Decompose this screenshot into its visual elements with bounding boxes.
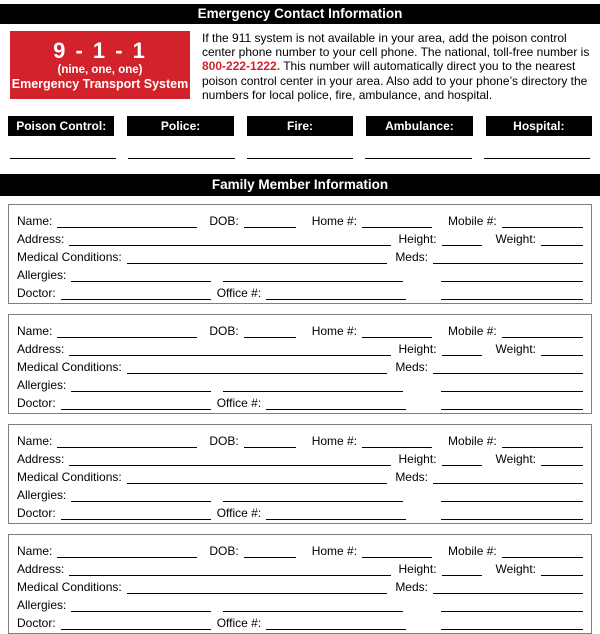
family-member-card: [8, 314, 592, 414]
member-row-name: [17, 210, 583, 228]
emergency-info-section: [10, 31, 590, 102]
intro-text-after: This number will automatically direct you to the nearest poison control center in your area. Also add to your phone’s directory the numbers for local police, fire, ambulance, and hospital.: [202, 59, 588, 102]
allergies-label: Allergies:: [17, 268, 67, 283]
office-phone-blank: [266, 508, 406, 520]
member-row-address: [17, 228, 583, 246]
home-phone-blank: [362, 326, 432, 338]
name-label: Name:: [17, 214, 53, 229]
poison-control-phone-number: 800-222-1222.: [202, 59, 281, 74]
meds-blank-2: [441, 600, 583, 612]
meds-blank-2: [441, 270, 583, 282]
weight-label: Weight:: [495, 452, 536, 467]
member-row-medical: [17, 576, 583, 594]
member-row-allergies: [17, 594, 583, 612]
member-row-medical: [17, 356, 583, 374]
family-member-card: [8, 424, 592, 524]
fire-label: Fire:: [247, 116, 353, 136]
mobile-phone-blank: [502, 326, 583, 338]
medical-conditions-label: Medical Conditions:: [17, 580, 122, 595]
family-members-list: [0, 204, 600, 634]
member-row-address: [17, 558, 583, 576]
weight-label: Weight:: [495, 232, 536, 247]
hospital-label: Hospital:: [486, 116, 592, 136]
nine-one-one-subtitle: (nine, one, one): [57, 64, 143, 76]
mobile-phone-blank: [502, 216, 583, 228]
office-phone-blank: [266, 288, 406, 300]
doctor-label: Doctor:: [17, 506, 56, 521]
home-phone-blank: [362, 216, 432, 228]
mobile-phone-label: Mobile #:: [448, 324, 497, 339]
mobile-phone-blank: [502, 436, 583, 448]
dob-label: DOB:: [209, 544, 239, 559]
meds-blank-2: [441, 490, 583, 502]
allergies-blank-2: [223, 270, 403, 282]
member-row-address: [17, 448, 583, 466]
address-blank: [69, 234, 390, 246]
address-label: Address:: [17, 232, 65, 247]
name-label: Name:: [17, 544, 53, 559]
home-phone-blank: [362, 546, 432, 558]
weight-blank: [541, 564, 583, 576]
police-blank: [128, 157, 234, 159]
office-phone-label: Office #:: [216, 286, 262, 301]
address-blank: [69, 564, 390, 576]
medical-conditions-label: Medical Conditions:: [17, 470, 122, 485]
emergency-contact-blanks-row: [10, 157, 590, 159]
name-blank: [57, 326, 197, 338]
doctor-blank: [61, 508, 211, 520]
name-label: Name:: [17, 434, 53, 449]
home-phone-blank: [362, 436, 432, 448]
dob-label: DOB:: [209, 324, 239, 339]
meds-blank: [433, 472, 583, 484]
member-row-name: [17, 320, 583, 338]
medical-conditions-label: Medical Conditions:: [17, 360, 122, 375]
member-row-doctor: [17, 282, 583, 300]
height-label: Height:: [398, 562, 437, 577]
allergies-label: Allergies:: [17, 378, 67, 393]
medical-conditions-blank: [127, 252, 388, 264]
meds-blank-3: [441, 288, 583, 300]
police-label: Police:: [127, 116, 233, 136]
family-member-header: [0, 174, 600, 196]
allergies-blank-2: [223, 380, 403, 392]
meds-blank: [433, 252, 583, 264]
meds-blank-3: [441, 508, 583, 520]
ambulance-blank: [365, 157, 471, 159]
poison-control-paragraph: [202, 31, 590, 102]
allergies-blank: [71, 380, 211, 392]
intro-text-before: If the 911 system is not available in your area, add the poison control center phone number to your cell phone. The national, toll-free number is: [202, 31, 590, 60]
allergies-blank-2: [223, 490, 403, 502]
name-blank: [57, 436, 197, 448]
allergies-blank: [71, 490, 211, 502]
poison-control-label: Poison Control:: [8, 116, 114, 136]
member-row-doctor: [17, 612, 583, 630]
dob-blank: [244, 436, 296, 448]
emergency-contact-labels-row: [8, 116, 592, 136]
dob-blank: [244, 326, 296, 338]
allergies-label: Allergies:: [17, 488, 67, 503]
height-blank: [442, 234, 482, 246]
hospital-blank: [484, 157, 590, 159]
meds-label: Meds:: [395, 580, 428, 595]
allergies-blank-2: [223, 600, 403, 612]
medical-conditions-blank: [127, 362, 388, 374]
office-phone-label: Office #:: [216, 396, 262, 411]
meds-blank-3: [441, 618, 583, 630]
member-row-name: [17, 430, 583, 448]
member-row-doctor: [17, 502, 583, 520]
address-blank: [69, 344, 390, 356]
allergies-blank: [71, 600, 211, 612]
allergies-label: Allergies:: [17, 598, 67, 613]
office-phone-blank: [266, 618, 406, 630]
medical-conditions-label: Medical Conditions:: [17, 250, 122, 265]
ambulance-label: Ambulance:: [366, 116, 472, 136]
home-phone-label: Home #:: [311, 214, 358, 229]
dob-blank: [244, 216, 296, 228]
poison-control-blank: [10, 157, 116, 159]
family-member-card: [8, 534, 592, 634]
nine-one-one-caption: Emergency Transport System: [11, 77, 189, 91]
weight-blank: [541, 344, 583, 356]
mobile-phone-label: Mobile #:: [448, 214, 497, 229]
office-phone-label: Office #:: [216, 616, 262, 631]
weight-blank: [541, 454, 583, 466]
member-row-allergies: [17, 264, 583, 282]
address-label: Address:: [17, 562, 65, 577]
member-row-medical: [17, 466, 583, 484]
mobile-phone-label: Mobile #:: [448, 434, 497, 449]
office-phone-label: Office #:: [216, 506, 262, 521]
home-phone-label: Home #:: [311, 324, 358, 339]
mobile-phone-label: Mobile #:: [448, 544, 497, 559]
emergency-contact-title: Emergency Contact Information: [197, 6, 403, 21]
member-row-medical: [17, 246, 583, 264]
member-row-allergies: [17, 484, 583, 502]
family-member-card: [8, 204, 592, 304]
emergency-contact-header: [0, 4, 600, 24]
meds-label: Meds:: [395, 360, 428, 375]
meds-blank: [433, 362, 583, 374]
fire-blank: [247, 157, 353, 159]
member-row-name: [17, 540, 583, 558]
name-label: Name:: [17, 324, 53, 339]
office-phone-blank: [266, 398, 406, 410]
weight-label: Weight:: [495, 342, 536, 357]
height-label: Height:: [398, 452, 437, 467]
height-blank: [442, 344, 482, 356]
address-label: Address:: [17, 342, 65, 357]
height-label: Height:: [398, 232, 437, 247]
meds-blank-3: [441, 398, 583, 410]
address-label: Address:: [17, 452, 65, 467]
dob-label: DOB:: [209, 214, 239, 229]
member-row-allergies: [17, 374, 583, 392]
allergies-blank: [71, 270, 211, 282]
dob-label: DOB:: [209, 434, 239, 449]
address-blank: [69, 454, 390, 466]
member-row-doctor: [17, 392, 583, 410]
meds-label: Meds:: [395, 470, 428, 485]
dob-blank: [244, 546, 296, 558]
meds-label: Meds:: [395, 250, 428, 265]
doctor-label: Doctor:: [17, 286, 56, 301]
height-blank: [442, 454, 482, 466]
meds-blank: [433, 582, 583, 594]
nine-one-one-box: [10, 31, 190, 99]
name-blank: [57, 216, 197, 228]
mobile-phone-blank: [502, 546, 583, 558]
weight-label: Weight:: [495, 562, 536, 577]
doctor-label: Doctor:: [17, 396, 56, 411]
name-blank: [57, 546, 197, 558]
height-blank: [442, 564, 482, 576]
medical-conditions-blank: [127, 582, 388, 594]
doctor-blank: [61, 618, 211, 630]
weight-blank: [541, 234, 583, 246]
home-phone-label: Home #:: [311, 434, 358, 449]
medical-conditions-blank: [127, 472, 388, 484]
doctor-blank: [61, 288, 211, 300]
family-member-title: Family Member Information: [211, 177, 389, 193]
height-label: Height:: [398, 342, 437, 357]
meds-blank-2: [441, 380, 583, 392]
doctor-blank: [61, 398, 211, 410]
nine-one-one-number: 9 - 1 - 1: [53, 38, 147, 63]
member-row-address: [17, 338, 583, 356]
doctor-label: Doctor:: [17, 616, 56, 631]
home-phone-label: Home #:: [311, 544, 358, 559]
